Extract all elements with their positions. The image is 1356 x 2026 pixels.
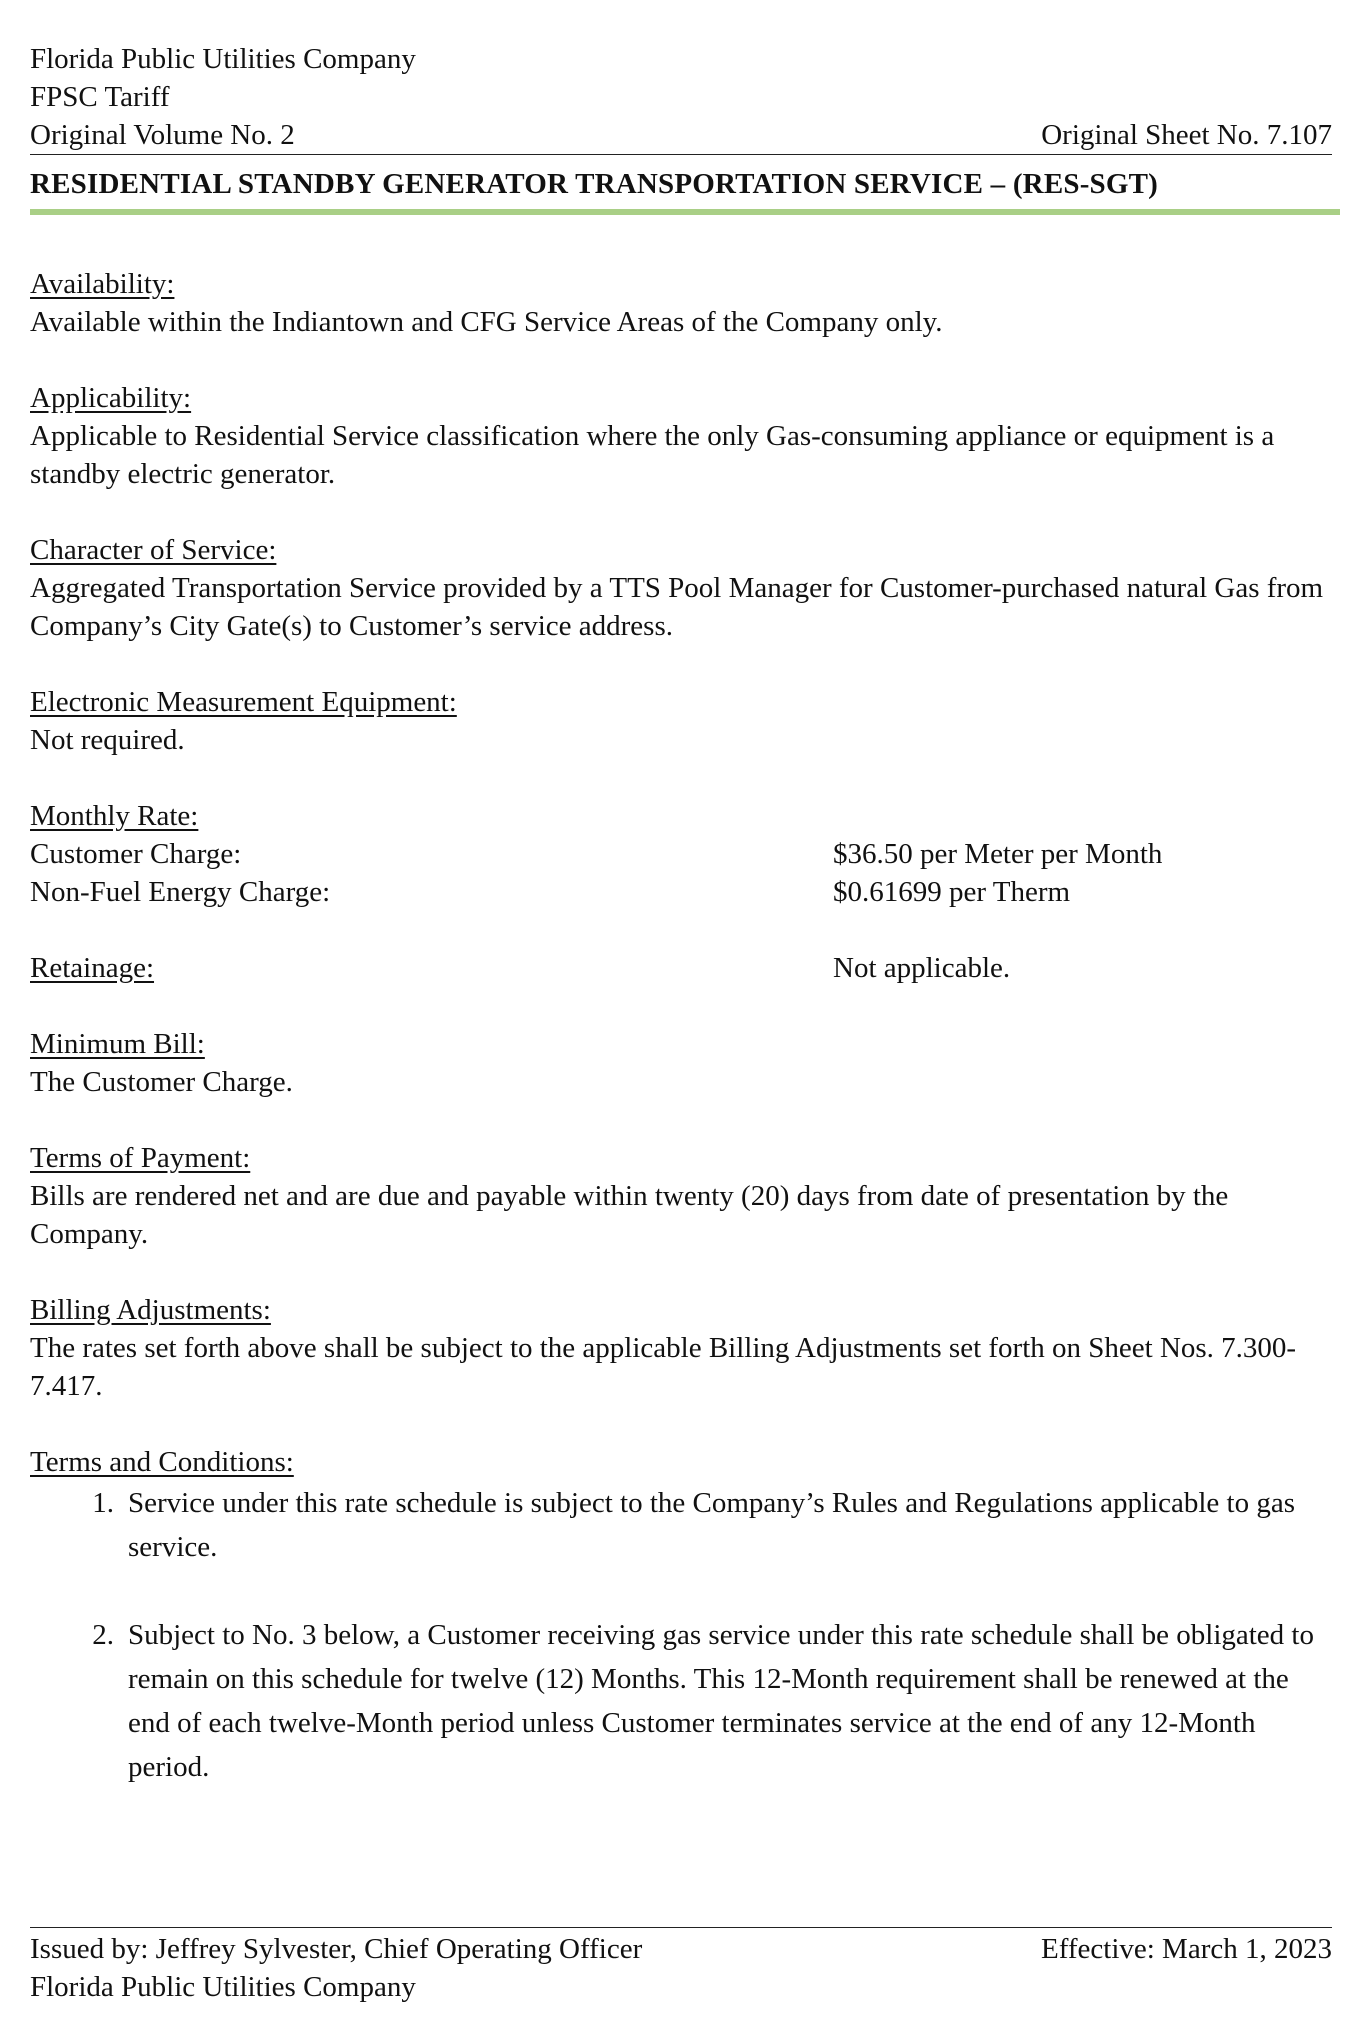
measurement-text: Not required. bbox=[30, 724, 185, 756]
applicability-section bbox=[30, 379, 1332, 493]
applicability-heading: Applicability: bbox=[30, 382, 192, 414]
list-text: Service under this rate schedule is subject to the Company’s Rules and Regulations applicable to gas service. bbox=[128, 1487, 1295, 1563]
rate-row bbox=[30, 835, 1332, 873]
rate-label: Customer Charge: bbox=[30, 838, 242, 870]
retainage-value: Not applicable. bbox=[833, 952, 1011, 984]
company-name: Florida Public Utilities Company bbox=[30, 43, 416, 75]
monthly-rate-section bbox=[30, 797, 1332, 911]
list-item bbox=[30, 1481, 1332, 1569]
footer-company: Florida Public Utilities Company bbox=[30, 1971, 416, 2003]
character-section bbox=[30, 531, 1332, 645]
list-item bbox=[30, 1613, 1332, 1789]
page-footer bbox=[30, 1927, 1332, 2006]
minimum-bill-heading: Minimum Bill: bbox=[30, 1028, 205, 1060]
footer-row bbox=[30, 1930, 1332, 1968]
list-number: 1. bbox=[92, 1487, 114, 1519]
availability-heading: Availability: bbox=[30, 268, 175, 300]
availability-text: Available within the Indiantown and CFG Service Areas of the Company only. bbox=[30, 306, 943, 338]
applicability-text: Applicable to Residential Service classification where the only Gas-consuming appliance or equipment is a standby electric generator. bbox=[30, 420, 1275, 490]
volume-sheet-row bbox=[30, 116, 1332, 155]
measurement-section bbox=[30, 683, 1332, 759]
tariff-name: FPSC Tariff bbox=[30, 81, 170, 113]
terms-section bbox=[30, 1443, 1332, 1789]
list-number: 2. bbox=[92, 1619, 114, 1651]
character-text: Aggregated Transportation Service provided by a TTS Pool Manager for Customer-purchased natural Gas from Company’s City Gate(s) to Customer’s service address. bbox=[30, 572, 1324, 642]
billing-section bbox=[30, 1291, 1332, 1405]
minimum-bill-text: The Customer Charge. bbox=[30, 1066, 293, 1098]
sheet-number: Original Sheet No. 7.107 bbox=[1041, 119, 1332, 151]
list-text: Subject to No. 3 below, a Customer receiving gas service under this rate schedule shall be obligated to remain on this schedule for twelve (12) Months. This 12-Month requirement shall be renewed at the end of each twelve-Month period unless Customer terminates service at the end of any 12-Month period. bbox=[128, 1619, 1314, 1783]
payment-section bbox=[30, 1139, 1332, 1253]
availability-section bbox=[30, 265, 1332, 341]
retainage-heading: Retainage: bbox=[30, 952, 155, 984]
monthly-rate-heading: Monthly Rate: bbox=[30, 800, 199, 832]
character-heading: Character of Service: bbox=[30, 534, 277, 566]
rate-value: $0.61699 per Therm bbox=[833, 876, 1071, 908]
title-divider bbox=[30, 209, 1340, 215]
terms-heading: Terms and Conditions: bbox=[30, 1446, 294, 1478]
tariff-sheet bbox=[30, 40, 1332, 1789]
billing-text: The rates set forth above shall be subject to the applicable Billing Adjustments set forth on Sheet Nos. 7.300-7.417. bbox=[30, 1332, 1297, 1402]
measurement-heading: Electronic Measurement Equipment: bbox=[30, 686, 457, 718]
terms-list bbox=[30, 1481, 1332, 1789]
volume-number: Original Volume No. 2 bbox=[30, 119, 295, 151]
issued-by: Issued by: Jeffrey Sylvester, Chief Operating Officer bbox=[30, 1933, 643, 1965]
effective-date: Effective: March 1, 2023 bbox=[1041, 1933, 1332, 1965]
rate-label: Non-Fuel Energy Charge: bbox=[30, 876, 331, 908]
payment-heading: Terms of Payment: bbox=[30, 1142, 251, 1174]
billing-heading: Billing Adjustments: bbox=[30, 1294, 271, 1326]
payment-text: Bills are rendered net and are due and payable within twenty (20) days from date of presentation by the Company. bbox=[30, 1180, 1229, 1250]
rate-value: $36.50 per Meter per Month bbox=[833, 838, 1163, 870]
retainage-section bbox=[30, 949, 1332, 987]
schedule-title: RESIDENTIAL STANDBY GENERATOR TRANSPORTATION SERVICE – (RES-SGT) bbox=[30, 168, 1159, 200]
rate-row bbox=[30, 873, 1332, 911]
minimum-bill-section bbox=[30, 1025, 1332, 1101]
